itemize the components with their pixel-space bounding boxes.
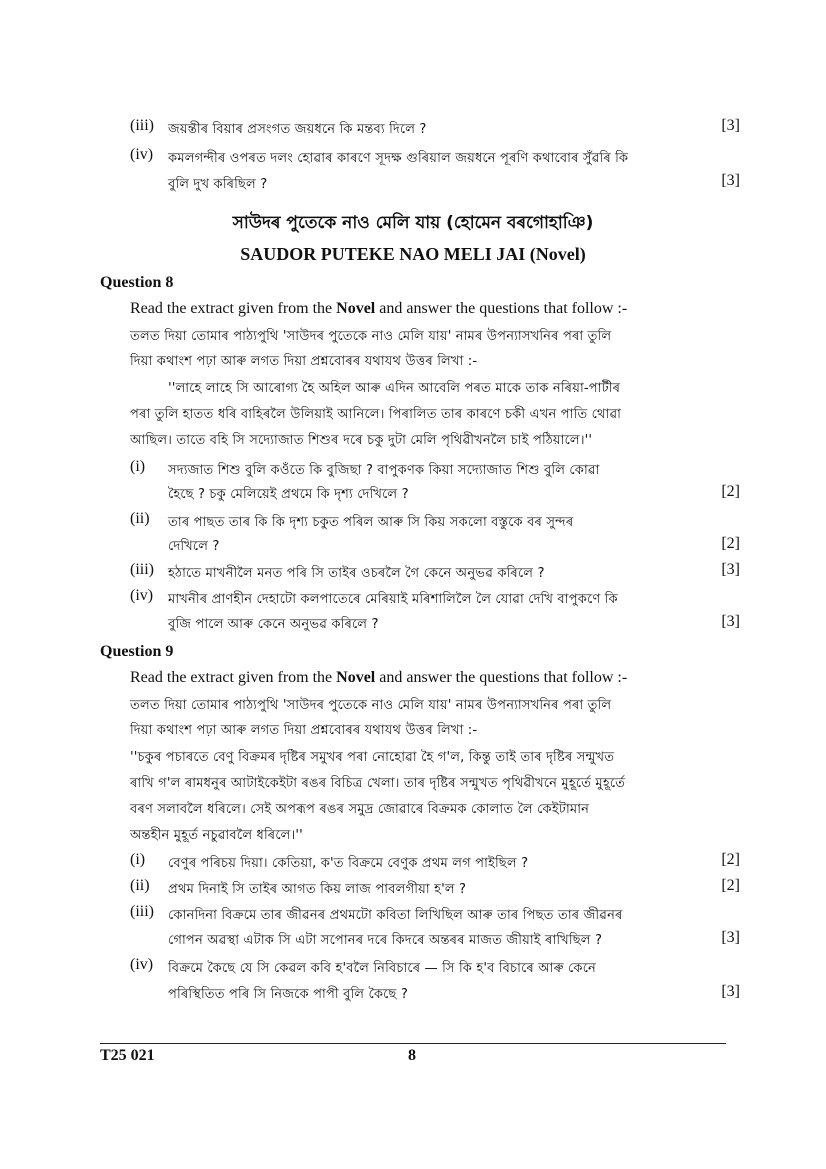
item-number: (ii) <box>130 877 150 894</box>
question-text: প্ৰথম দিনাই সি তাইৰ আগত কিয় লাজ পাবলগীয়া হ'ল ? <box>168 882 467 897</box>
marks: [3] <box>721 117 740 134</box>
question-text: দেখিলে ? <box>168 539 220 554</box>
item-number: (i) <box>130 458 146 475</box>
marks: [2] <box>721 483 740 500</box>
extract-line: পৰা তুলি হাতত ধৰি বাহিৰলৈ উলিয়াই আনিলে। পিৰালিত তাৰ কাৰণে চকী এখন পাতি থোৱা <box>130 407 622 422</box>
item-number: (iii) <box>130 903 154 920</box>
question-8-heading: Question 8 <box>100 274 174 291</box>
extract-line: ''চকুৰ পচাৰতে বেণু বিক্ৰমৰ দৃষ্টিৰ সমুখৰ পৰা নোহোৱা হৈ গ'ল, কিন্তু তাই তাৰ দৃষ্টিৰ সন্মুখত <box>130 750 615 765</box>
marks: [3] <box>721 172 740 189</box>
item-number: (iii) <box>130 561 154 578</box>
extract-line: ৰাখি গ'ল ৰামধনুৰ আটাইকেইটা ৰঙৰ বিচিত্ৰ খেলা। তাৰ দৃষ্টিৰ সন্মুখত পৃথিৱীখনে মুহূৰ্তে মুহূৰ্তে <box>130 776 626 791</box>
extract-line: আছিল। তাতে বহি সি সদ্যোজাত শিশুৰ দৰে চকু দুটা মেলি পৃথিৱীখনলৈ চাই পঠিয়ালে।'' <box>130 433 593 448</box>
item-number: (iv) <box>130 587 154 604</box>
question-text: কোনদিনা বিক্ৰমে তাৰ জীৱনৰ প্ৰথমটো কবিতা লিখিছিল আৰু তাৰ পিছত তাৰ জীৱনৰ <box>168 908 623 923</box>
question-text: গোপন অৱস্থা এটাক সি এটা সপোনৰ দৰে কিদৰে অন্তৰৰ মাজত জীয়াই ৰাখিছিল ? <box>168 933 603 948</box>
marks: [3] <box>721 929 740 946</box>
question-text: সদ্যজাত শিশু বুলি কওঁতে কি বুজিছা ? বাপুকণক কিয়া সদ্যোজাত শিশু বুলি কোৱা <box>168 463 600 478</box>
instruction-assamese: তলত দিয়া তোমাৰ পাঠ্যপুথি 'সাউদৰ পুতেকে নাও মেলি যায়' নামৰ উপন্যাসখনিৰ পৰা তুলি <box>130 698 612 713</box>
question-text: কমলগন্দীৰ ওপৰত দলং হোৱাৰ কাৰণে সূদক্ষ গুৰিয়াল জয়ধনে পূৰণি কথাবোৰ সুঁৱৰি কি <box>168 151 629 166</box>
question-text: মাখনীৰ প্ৰাণহীন দেহাটো কলপাতেৰে মেৰিয়াই মৰিশালিলৈ লৈ যোৱা দেখি বাপুকণে কি <box>168 592 618 607</box>
item-number: (iii) <box>130 117 154 134</box>
marks: [3] <box>721 613 740 630</box>
instruction-assamese: দিয়া কথাংশ পঢ়া আৰু লগত দিয়া প্ৰশ্নবোৰৰ যথাযথ উত্তৰ লিখা :- <box>130 723 478 738</box>
instruction-assamese: দিয়া কথাংশ পঢ়া আৰু লগত দিয়া প্ৰশ্নবোৰৰ যথাযথ উত্তৰ লিখা :- <box>130 354 478 369</box>
page-number: 8 <box>408 1047 416 1064</box>
section-title-english: SAUDOR PUTEKE NAO MELI JAI (Novel) <box>240 244 586 264</box>
marks: [3] <box>721 561 740 578</box>
question-text: তাৰ পাছত তাৰ কি কি দৃশ্য চকুত পৰিল আৰু সি কিয় সকলো বস্তুকে বৰ সুন্দৰ <box>168 515 574 530</box>
question-9-heading: Question 9 <box>100 643 174 660</box>
question-text: হঠাতে মাখনীলৈ মনত পৰি সি তাইৰ ওচৰলৈ গৈ কেনে অনুভৱ কৰিলে ? <box>168 566 545 581</box>
instruction-assamese: তলত দিয়া তোমাৰ পাঠ্যপুথি 'সাউদৰ পুতেকে নাও মেলি যায়' নামৰ উপন্যাসখনিৰ পৰা তুলি <box>130 329 612 344</box>
item-number: (ii) <box>130 510 150 527</box>
section-title-assamese: সাউদৰ পুতেকে নাও মেলি যায় (হোমেন বৰগোহাঞি) <box>232 213 594 233</box>
item-number: (iv) <box>130 146 154 163</box>
question-text: পৰিস্থিতিত পৰি সি নিজকে পাপী বুলি কৈছে ? <box>168 987 408 1002</box>
extract-line: অন্তহীন মুহূৰ্ত নচুৱাবলৈ ধৰিলে।'' <box>130 828 303 843</box>
instruction-english: Read the extract given from the Novel and answer the questions that follow :- <box>130 300 628 317</box>
paper-code: T25 021 <box>100 1047 155 1064</box>
marks: [2] <box>721 851 740 868</box>
footer-divider <box>100 1043 726 1044</box>
question-text: হৈছে ? চকু মেলিয়েই প্ৰথমে কি দৃশ্য দেখিলে ? <box>168 487 409 502</box>
question-text: বিক্ৰমে কৈছে যে সি কেৱল কবি হ'বলৈ নিবিচাৰে — সি কি হ'ব বিচাৰে আৰু কেনে <box>168 961 596 976</box>
question-text: বুলি দুখ কৰিছিল ? <box>168 177 268 192</box>
item-number: (iv) <box>130 956 154 973</box>
item-number: (i) <box>130 851 146 868</box>
question-text: বুজি পালে আৰু কেনে অনুভৱ কৰিলে ? <box>168 617 379 632</box>
question-text: জয়ন্তীৰ বিয়াৰ প্ৰসংগত জয়ধনে কি মন্তব্য দিলে ? <box>168 122 427 137</box>
extract-line: ''লাহে লাহে সি আৰোগ্য হৈ অহিল আৰু এদিন আবেলি পৰত মাকে তাক নৰিয়া-পাটীৰ <box>168 381 621 396</box>
marks: [2] <box>721 877 740 894</box>
question-text: বেণুৰ পৰিচয় দিয়া। কেতিয়া, ক'ত বিক্ৰমে বেণুক প্ৰথম লগ পাইছিল ? <box>168 856 529 871</box>
marks: [3] <box>721 983 740 1000</box>
extract-line: বৰণ সলাবলৈ ধৰিলে। সেই অপৰূপ ৰঙৰ সমুদ্ৰ জোৱাৰে বিক্ৰমক কোলাত লৈ কেইটামান <box>130 802 590 817</box>
marks: [2] <box>721 535 740 552</box>
instruction-english: Read the extract given from the Novel and answer the questions that follow :- <box>130 669 628 686</box>
